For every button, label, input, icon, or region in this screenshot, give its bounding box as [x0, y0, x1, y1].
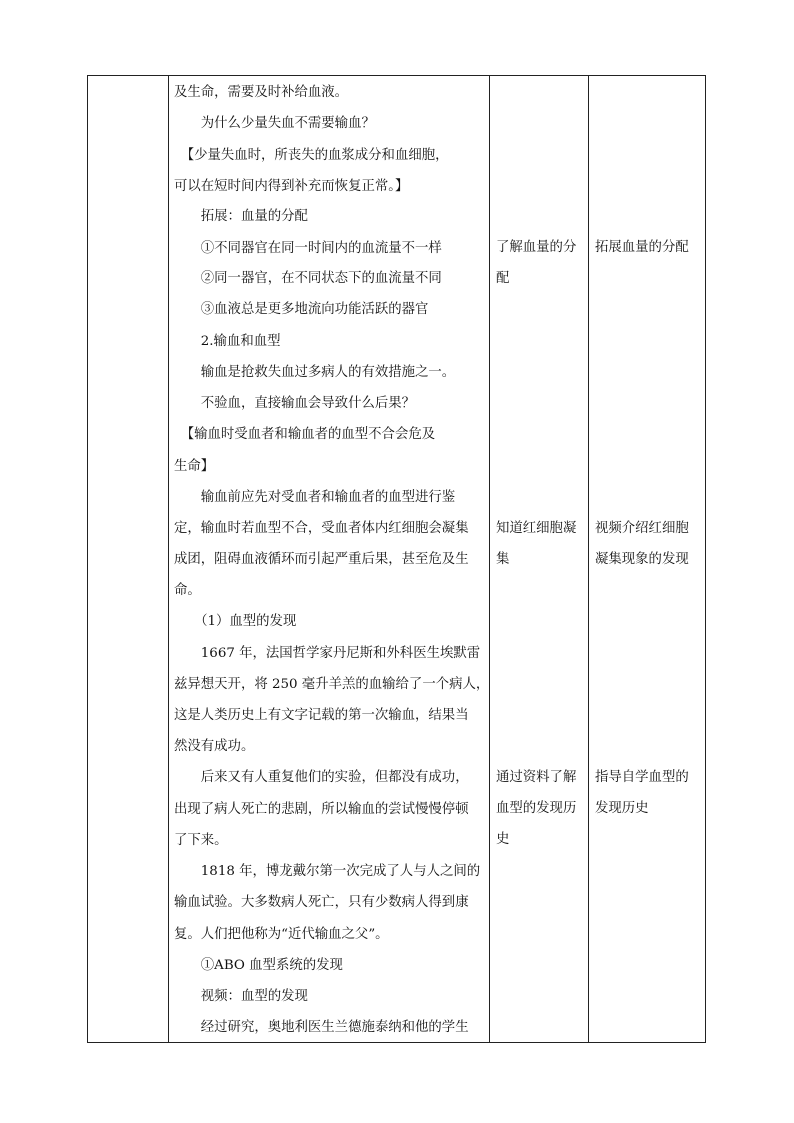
activity-line: 了解血量的分	[496, 240, 577, 255]
activity-cell	[496, 520, 576, 569]
intent-line: 视频介绍红细胞	[595, 521, 689, 536]
content-line: 1818 年，博龙戴尔第一次完成了人与人之间的	[174, 864, 481, 879]
content-line: 成团，阻碍血液循环而引起严重后果，甚至危及生	[174, 552, 469, 567]
teaching-content-column	[168, 76, 489, 1042]
content-line: 视频：血型的发现	[174, 989, 308, 1004]
content-line: ③血液总是更多地流向功能活跃的器官	[174, 302, 429, 317]
content-line: 经过研究，奥地利医生兰德施泰纳和他的学生	[174, 1020, 469, 1035]
activity-line: 集	[496, 552, 510, 567]
content-line: 可以在短时间内得到补充而恢复正常。】	[174, 179, 409, 194]
intent-line: 发现历史	[595, 801, 649, 816]
content-line: 及生命，需要及时补给血液。	[174, 85, 349, 100]
content-line: （1）血型的发现	[174, 614, 297, 629]
activity-cell	[496, 239, 576, 288]
content-line: 然没有成功。	[174, 739, 255, 754]
content-line: 1667 年，法国哲学家丹尼斯和外科医生埃默雷	[174, 646, 481, 661]
content-line: 拓展：血量的分配	[174, 209, 308, 224]
content-line: 兹异想天开，将 250 毫升羊羔的血输给了一个病人，	[174, 677, 490, 692]
design-intent-column	[588, 76, 707, 1042]
content-line: 不验血，直接输血会导致什么后果？	[174, 396, 416, 411]
student-activity-column	[489, 76, 588, 1042]
intent-cell	[595, 769, 689, 818]
intent-cell	[595, 239, 689, 257]
content-line: 生命】	[174, 459, 215, 474]
content-line: 2.输血和血型	[174, 334, 281, 349]
activity-line: 史	[496, 832, 510, 847]
activity-line: 配	[496, 271, 510, 286]
activity-cell	[496, 769, 576, 849]
content-line: 命。	[174, 583, 201, 598]
content-line: 【少量失血时，所丧失的血浆成分和血细胞，	[174, 148, 449, 163]
intent-line: 凝集现象的发现	[595, 552, 689, 567]
lesson-table	[87, 75, 706, 1043]
content-line: 定，输血时若血型不合，受血者体内红细胞会凝集	[174, 521, 469, 536]
activity-line: 血型的发现历	[496, 801, 577, 816]
content-line: 了下来。	[174, 833, 228, 848]
intent-line: 指导自学血型的	[595, 770, 689, 785]
content-line: ②同一器官，在不同状态下的血流量不同	[174, 271, 442, 286]
intent-line: 拓展血量的分配	[595, 240, 689, 255]
content-line: 复。人们把他称为“近代输血之父”。	[174, 927, 389, 942]
content-line: 出现了病人死亡的悲剧，所以输血的尝试慢慢停顿	[174, 802, 469, 817]
activity-line: 通过资料了解	[496, 770, 577, 785]
content-line: 这是人类历史上有文字记载的第一次输血，结果当	[174, 708, 469, 723]
content-line: 后来又有人重复他们的实验，但都没有成功，	[174, 770, 469, 785]
content-line: 输血前应先对受血者和输血者的血型进行鉴	[174, 490, 456, 505]
content-line: 输血是抢救失血过多病人的有效措施之一。	[174, 365, 456, 380]
intent-cell	[595, 520, 689, 569]
activity-line: 知道红细胞凝	[496, 521, 577, 536]
content-line: 为什么少量失血不需要输血？	[174, 116, 375, 131]
content-line: 输血试验。大多数病人死亡，只有少数病人得到康	[174, 895, 469, 910]
content-line: ①ABO 血型系统的发现	[174, 958, 343, 973]
content-line: ①不同器官在同一时间内的血流量不一样	[174, 241, 442, 256]
content-line: 【输血时受血者和输血者的血型不合会危及	[174, 427, 436, 442]
